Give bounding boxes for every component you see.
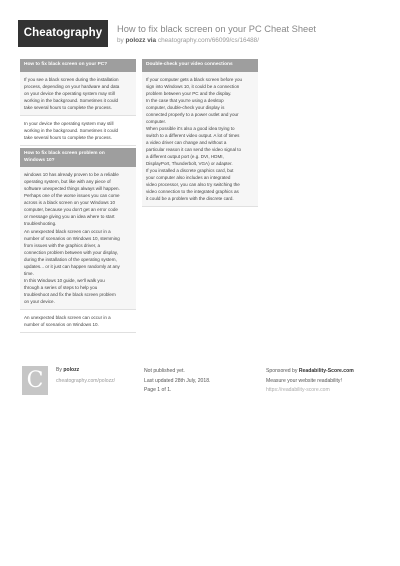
section-heading: Double-check your video connections [142,59,258,72]
text-line: In your device the operating system may still [24,120,114,126]
text-line: problem between your PC and the display. [146,90,232,96]
text-line: during the installation of the operating system, [24,256,117,262]
text-line: operating system, but like with any piece of [24,179,111,185]
last-updated: Last updated 28th July, 2018. [144,377,211,384]
text-line: connection problem between with your display, [24,249,118,255]
text-line: particular reason it can send the video signal to [146,147,242,153]
page-footer [20,366,380,400]
section-card [20,310,136,333]
text-line: on your device the operating system may still [24,90,115,96]
section-card [20,72,136,116]
page-header [0,0,400,60]
via-label: via [147,37,157,44]
text-line: If you see a black screen during the installation [24,76,119,82]
section-fix-black-screen [20,59,136,146]
footer-author-name[interactable]: polozz [63,367,80,373]
text-line: updates... or it just can happen randomly at any [24,263,120,269]
text-line: If you installed a discrete graphics card, but [146,168,234,174]
sponsor-prefix: Sponsored by [266,368,298,374]
text-line: take several hours to complete the process. [24,134,112,140]
text-line: or message giving you an idea where to start [24,214,115,220]
text-line: sign into Windows 10, it could be a connection [146,83,240,89]
page-number: Page 1 of 1. [144,387,172,393]
text-line: number of scenarios on Windows 10. [24,322,99,328]
text-line: on your device. [24,299,55,304]
text-line: If your computer gets a black screen before you [146,76,243,82]
published-status: Not published yet. [144,368,185,374]
author-avatar[interactable]: C [22,366,48,395]
sponsor-name[interactable]: Readability-Score.com [298,368,354,374]
text-line: computer, double-check your display is [146,104,225,110]
text-line: a different output port (e.g. DVI, HDMI, [146,154,224,160]
text-line: troubleshoot and fix the black screen problem [24,291,116,297]
text-line: An unexpected black screen can occur in a [24,315,111,321]
text-line: computer, because you don't get an error code [24,207,118,213]
text-line: process, depending on your hardware and data [24,83,120,89]
text-line: software unexpected things always will happen. [24,186,120,192]
section-heading: How to fix black screen on your PC? [20,59,136,72]
footer-publish-info [144,367,210,396]
text-line: video connection to the integrated graphics as [146,189,239,195]
footer-author [56,367,79,373]
section-fix-black-screen-windows10 [20,148,136,333]
section-card [20,116,136,146]
by-prefix: by [117,37,124,44]
text-line: through a series of steps to help you [24,284,98,290]
section-heading [20,148,136,167]
text-line: it could be a problem with the discrete card. [146,196,234,202]
left-column [20,59,136,333]
footer-by-prefix: By [56,367,62,373]
heading-line: How to fix black screen problem on [24,150,105,156]
text-line: connected properly to a power outlet and your [146,111,239,117]
text-line: DisplayPort, Thunderbolt, VGA) or adapter. [146,161,233,167]
text-line: windows 10 has already proven to be a reliable [24,172,119,178]
footer-author-link[interactable]: cheatography.com/polozz/ [56,378,116,384]
text-line: your computer also includes an integrated [146,175,231,181]
text-line: a video driver can change and without a [146,140,227,146]
cheatography-logo[interactable]: Cheatography [18,20,108,47]
page-title: How to fix black screen on your PC Cheat Sheet [117,24,316,34]
text-line: In this Windows 10 guide, we'll walk you [24,277,105,283]
section-card [142,72,258,208]
text-line: working in the background. Sometimes it could [24,127,119,133]
author-link[interactable]: polozz [125,37,146,44]
text-line: take several hours to complete the process. [24,104,112,110]
text-line: Perhaps one of the worse issues you can come [24,193,120,199]
text-line: An unexpected black screen can occur in a [24,228,111,234]
footer-sponsor [266,367,354,396]
text-line: from issues with the graphics driver, a [24,242,101,248]
text-line: computer. [146,118,166,124]
text-line: time. [24,270,34,276]
sheet-url[interactable]: cheatography.com/66099/cs/16488/ [157,37,260,44]
text-line: switch to a different video output. A lot of times [146,132,240,138]
sponsor-line [266,367,354,377]
right-column [142,59,258,207]
page-subtitle [117,37,259,44]
text-line: When possible it's also a good idea trying to [146,125,235,131]
section-video-connections [142,59,258,207]
sponsor-tagline: Measure your website readability! [266,377,342,384]
text-line: video processor, you can also try switching the [146,182,240,188]
text-line: number of scenarios on Windows 10, stemming [24,235,120,241]
sponsor-url[interactable]: https://readability-score.com [266,387,330,393]
text-line: troubleshooting. [24,221,57,227]
text-line: working in the background. Sometimes it could [24,97,119,103]
text-line: In the case that you're using a desktop [146,97,224,103]
heading-line: Windows 10? [24,157,55,163]
text-line: across is a black screen on your Windows 10 [24,200,115,206]
section-card [20,167,136,310]
